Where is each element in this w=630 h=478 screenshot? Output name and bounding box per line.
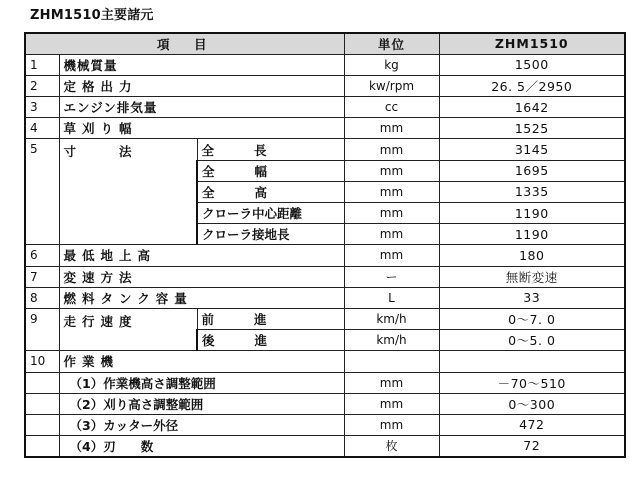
- row-name: 寸 法: [59, 139, 197, 245]
- sub-item-name: クローラ中心距離: [197, 203, 344, 224]
- row-name: 燃料タンク容量: [59, 287, 344, 308]
- row-value: 1335: [439, 181, 625, 202]
- table-row: [25, 245, 625, 266]
- header-unit: 単位: [344, 33, 439, 54]
- row-unit: km/h: [344, 308, 439, 329]
- empty-cell: [25, 393, 59, 414]
- row-number: 9: [25, 308, 59, 350]
- row-name: エンジン排気量: [59, 97, 344, 118]
- row-unit: mm: [344, 372, 439, 393]
- table-row: [25, 266, 625, 287]
- table-row: [25, 351, 625, 372]
- row-unit: kw/rpm: [344, 75, 439, 96]
- row-number: 5: [25, 139, 59, 245]
- sub-item-name: 全 長: [197, 139, 344, 160]
- empty-cell: [344, 351, 439, 372]
- row-number: 3: [25, 97, 59, 118]
- row-number: 4: [25, 118, 59, 139]
- row-value: 0～5. 0: [439, 330, 625, 351]
- row-value: 472: [439, 414, 625, 435]
- row-name: 定格出力: [59, 75, 344, 96]
- row-unit: 枚: [344, 436, 439, 457]
- empty-cell: [25, 414, 59, 435]
- row-unit: mm: [344, 181, 439, 202]
- header-item: 項 目: [25, 33, 344, 54]
- row-name: 変速方法: [59, 266, 344, 287]
- row-number: 2: [25, 75, 59, 96]
- row-name: 走行速度: [59, 308, 197, 350]
- row-value: 0～7. 0: [439, 308, 625, 329]
- empty-cell: [25, 372, 59, 393]
- row-number: 8: [25, 287, 59, 308]
- table-row: [25, 139, 625, 160]
- row-value: 3145: [439, 139, 625, 160]
- sub-item-name: （4）刃 数: [59, 436, 344, 457]
- row-unit: mm: [344, 224, 439, 245]
- row-number: 7: [25, 266, 59, 287]
- row-value: 1525: [439, 118, 625, 139]
- row-number: 1: [25, 54, 59, 75]
- table-row: [25, 54, 625, 75]
- row-unit: L: [344, 287, 439, 308]
- row-name: 作業機: [59, 351, 344, 372]
- sub-item-name: クローラ接地長: [197, 224, 344, 245]
- table-row: [25, 97, 625, 118]
- document-title: ZHM1510主要諸元: [30, 8, 154, 23]
- spec-table: [24, 32, 626, 458]
- empty-cell: [25, 436, 59, 457]
- table-row: [25, 436, 625, 457]
- table-row: [25, 118, 625, 139]
- row-unit: kg: [344, 54, 439, 75]
- row-unit: ー: [344, 266, 439, 287]
- row-value: 1500: [439, 54, 625, 75]
- row-number: 6: [25, 245, 59, 266]
- row-unit: km/h: [344, 330, 439, 351]
- table-row: [25, 75, 625, 96]
- row-number: 10: [25, 351, 59, 372]
- row-unit: mm: [344, 139, 439, 160]
- row-value: 1190: [439, 203, 625, 224]
- row-value: 無断変速: [439, 266, 625, 287]
- empty-cell: [439, 351, 625, 372]
- row-value: 26. 5／2950: [439, 75, 625, 96]
- table-row: [25, 372, 625, 393]
- row-unit: cc: [344, 97, 439, 118]
- row-value: 180: [439, 245, 625, 266]
- sub-item-name: （1）作業機高さ調整範囲: [59, 372, 344, 393]
- row-name: 最低地上高: [59, 245, 344, 266]
- sub-item-name: 後 進: [197, 330, 344, 351]
- sub-item-name: 前 進: [197, 308, 344, 329]
- sub-item-name: 全 高: [197, 181, 344, 202]
- row-unit: mm: [344, 118, 439, 139]
- row-unit: mm: [344, 245, 439, 266]
- row-name: 草刈り幅: [59, 118, 344, 139]
- row-value: 1190: [439, 224, 625, 245]
- table-row: [25, 393, 625, 414]
- row-value: 1695: [439, 160, 625, 181]
- row-name: 機械質量: [59, 54, 344, 75]
- table-row: [25, 308, 625, 329]
- row-value: 0～300: [439, 393, 625, 414]
- row-value: －70～510: [439, 372, 625, 393]
- sub-item-name: （3）カッター外径: [59, 414, 344, 435]
- row-unit: mm: [344, 393, 439, 414]
- table-row: [25, 414, 625, 435]
- table-row: [25, 287, 625, 308]
- sub-item-name: 全 幅: [197, 160, 344, 181]
- row-unit: mm: [344, 160, 439, 181]
- header-model: ZHM1510: [439, 33, 625, 54]
- sub-item-name: （2）刈り高さ調整範囲: [59, 393, 344, 414]
- row-value: 72: [439, 436, 625, 457]
- row-value: 1642: [439, 97, 625, 118]
- row-unit: mm: [344, 203, 439, 224]
- row-value: 33: [439, 287, 625, 308]
- row-unit: mm: [344, 414, 439, 435]
- header-row: [25, 33, 625, 54]
